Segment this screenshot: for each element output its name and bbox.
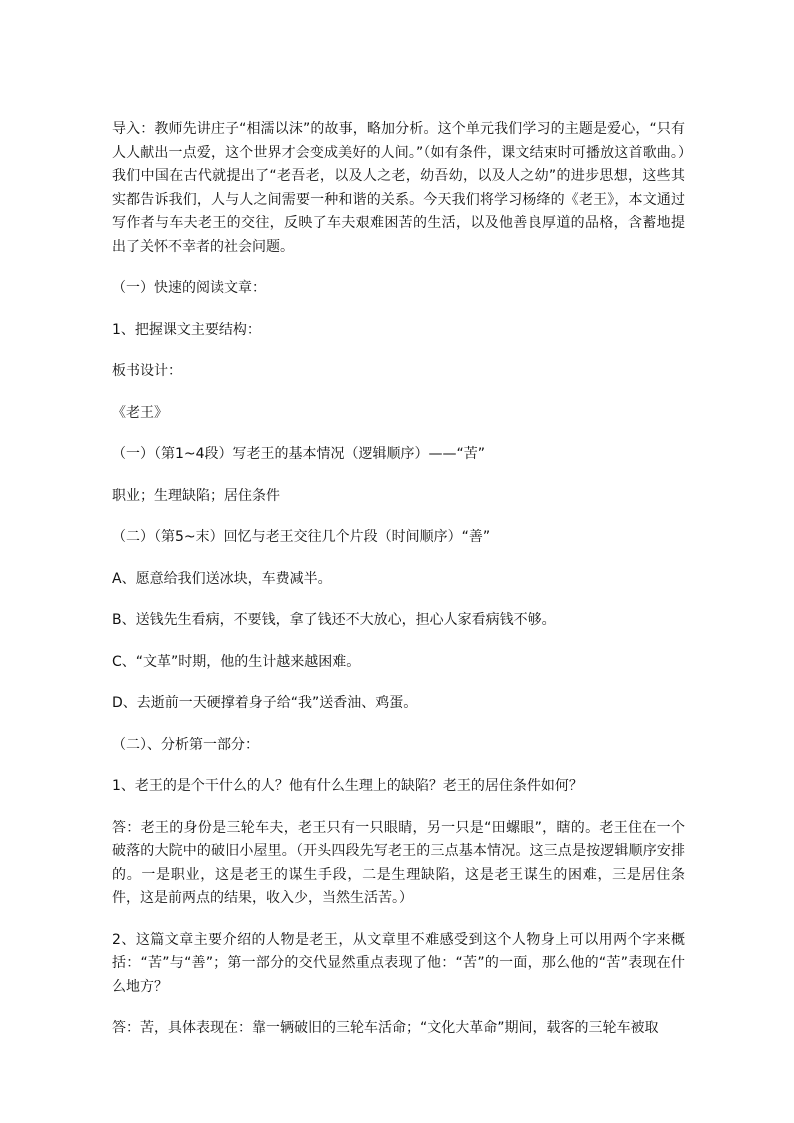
answer-2: 答：苦，具体表现在：靠一辆破旧的三轮车活命；“文化大革命”期间，载客的三轮车被取 xyxy=(112,1020,659,1036)
list-item-c: C、“文革”时期，他的生计越来越困难。 xyxy=(112,653,361,670)
list-item-d: D、去逝前一天硬撑着身子给“我”送香油、鸡蛋。 xyxy=(112,695,418,711)
item-grasp-structure: 1、把握课文主要结构： xyxy=(112,321,261,338)
intro-paragraph: 导入：教师先讲庄子“相濡以沫”的故事，略加分析。这个单元我们学习的主题是爱心，“只有人人献出一点爱，这个世界才会变成美好的人间。”（如有条件，课文结束时可播放这首歌曲。）我们中国在古代就提出了“老吾老，以及人之老，幼吾幼，以及人之幼”的进步思想，这些其实都告诉我们，人与人之间需要一种和谐的关系。今天我们将学习杨绛的《老王》，本文通过写作者与车夫老王的交往，反映了车夫艰难困苦的生活，以及他善良厚道的品格，含蓄地提出了关怀不幸者的社会问题。 xyxy=(112,121,685,255)
section-heading-quick-reading: （一）快速的阅读文章： xyxy=(112,280,266,296)
outline-part-one-points: 职业；生理缺陷；居住条件 xyxy=(112,487,280,504)
outline-part-two: （二）（第5~末）回忆与老王交往几个片段（时间顺序）“善” xyxy=(112,529,491,545)
document-body xyxy=(112,118,685,1041)
question-1: 1、老王的是个干什么的人？他有什么生理上的缺陷？老王的居住条件如何？ xyxy=(112,778,583,794)
section-heading-analysis: （二）、分析第一部分： xyxy=(112,736,259,753)
list-item-b: B、送钱先生看病，不要钱，拿了钱还不大放心，担心人家看病钱不够。 xyxy=(112,612,556,628)
list-item-a: A、愿意给我们送冰块，车费减半。 xyxy=(112,570,332,587)
outline-part-one: （一）（第1~4段）写老王的基本情况（逻辑顺序）——“苦” xyxy=(112,446,486,462)
lesson-title: 《老王》 xyxy=(112,404,168,421)
answer-1: 答：老王的身份是三轮车夫，老王只有一只眼睛，另一只是“田螺眼”，瞎的。老王住在一个破落的大院中的破旧小屋里。（开头四段先写老王的三点基本情况。这三点是按逻辑顺序安排的。一是职业，这是老王的谋生手段，二是生理缺陷，这是老王谋生的困难，三是居住条件，这是前两点的结果，收入少，当然生活苦。） xyxy=(112,819,685,906)
question-2: 2、这篇文章主要介绍的人物是老王，从文章里不难感受到这个人物身上可以用两个字来概括：“苦”与“善”；第一部分的交代显然重点表现了他：“苦”的一面，那么他的“苦”表现在什么地方？ xyxy=(112,931,685,995)
board-design-label: 板书设计： xyxy=(112,363,182,379)
